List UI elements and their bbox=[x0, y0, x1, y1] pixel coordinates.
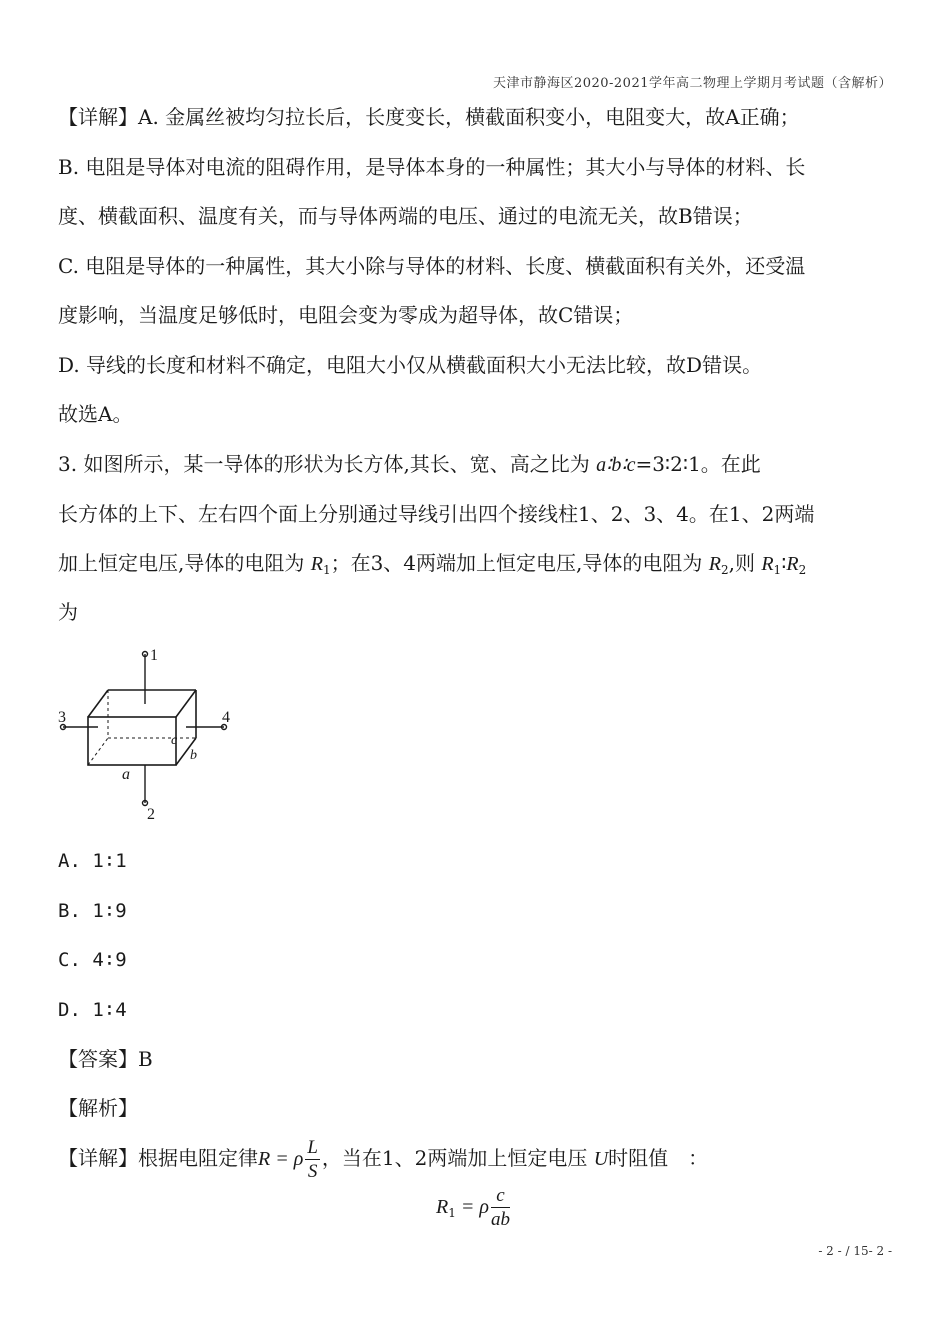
option-letter: B. bbox=[58, 900, 81, 922]
option-a bbox=[58, 847, 127, 875]
fraction-numerator: L bbox=[307, 1137, 318, 1158]
r-symbol: R bbox=[761, 553, 774, 575]
formula-equals-rho: = ρ bbox=[455, 1196, 489, 1218]
fraction-denominator: ab bbox=[490, 1209, 510, 1230]
cuboid-edge bbox=[88, 690, 108, 717]
option-letter: D. bbox=[58, 999, 81, 1021]
r1-subscript: 1 bbox=[773, 563, 782, 577]
resistance-law-lhs: R = ρ bbox=[258, 1148, 304, 1170]
r-symbol: R bbox=[310, 553, 323, 575]
question-line-2: 长方体的上下、左右四个面上分别通过导线引出四个接线柱1、2、3、4。在1、2两端 bbox=[58, 502, 815, 526]
resistance-law-fraction bbox=[305, 1138, 320, 1181]
option-d bbox=[58, 996, 127, 1024]
r1-formula bbox=[436, 1186, 512, 1229]
label-b: b bbox=[190, 748, 197, 763]
r-symbol: R bbox=[708, 553, 721, 575]
detail-line bbox=[58, 1136, 708, 1181]
r1-subscript: 1 bbox=[322, 563, 331, 577]
explanation-a: 【详解】A. 金属丝被均匀拉长后，长度变长，横截面积变小，电阻变大，故A正确； bbox=[58, 105, 800, 129]
option-text: 1∶9 bbox=[92, 900, 127, 922]
question-text: =3∶2∶1。在此 bbox=[635, 452, 761, 476]
cuboid-figure bbox=[55, 640, 255, 825]
analysis-heading: 【解析】 bbox=[58, 1096, 138, 1120]
label-a: a bbox=[122, 766, 130, 783]
question-text: ,则 bbox=[728, 551, 762, 575]
cuboid-front-face bbox=[88, 717, 176, 765]
explanation-c: C. 电阻是导体的一种属性，其大小除与导体的材料、长度、横截面积有关外，还受温 bbox=[58, 254, 806, 278]
explanation-c-cont: 度影响，当温度足够低时，电阻会变为零成为超导体，故C错误； bbox=[58, 303, 634, 327]
ratio-separator: ∶ bbox=[781, 551, 787, 575]
cuboid-hidden-edge bbox=[88, 738, 108, 765]
option-c bbox=[58, 946, 127, 974]
r-symbol: R bbox=[786, 553, 799, 575]
question-line-3 bbox=[58, 549, 806, 584]
r2-subscript: 2 bbox=[798, 563, 807, 577]
option-letter: C. bbox=[58, 949, 81, 971]
label-terminal-1: 1 bbox=[150, 647, 158, 664]
formula-r: R bbox=[436, 1196, 449, 1218]
option-b bbox=[58, 897, 127, 925]
label-terminal-4: 4 bbox=[222, 709, 230, 726]
choice-conclusion: 故选A。 bbox=[58, 402, 133, 426]
detail-text: 【详解】根据电阻定律 bbox=[58, 1146, 258, 1170]
option-letter: A. bbox=[58, 850, 81, 872]
question-line-1 bbox=[58, 450, 761, 479]
formula-subscript: 1 bbox=[448, 1206, 456, 1220]
label-c: c bbox=[171, 733, 178, 748]
fraction-denominator: S bbox=[307, 1161, 318, 1182]
formula-fraction bbox=[491, 1186, 510, 1229]
ratio-variables: a∶b∶c bbox=[596, 454, 636, 476]
option-text: 1∶1 bbox=[92, 850, 127, 872]
page-header: 天津市静海区2020-2021学年高二物理上学期月考试题（含解析） bbox=[492, 76, 892, 91]
r2-subscript: 2 bbox=[720, 563, 729, 577]
explanation-b-cont: 度、横截面积、温度有关，而与导体两端的电压、通过的电流无关，故B错误； bbox=[58, 204, 753, 228]
label-terminal-2: 2 bbox=[147, 806, 155, 823]
question-line-4: 为 bbox=[58, 600, 78, 624]
page-footer: - 2 - / 15- 2 - bbox=[818, 1244, 892, 1258]
fraction-numerator: c bbox=[491, 1186, 510, 1208]
voltage-symbol: U bbox=[593, 1148, 609, 1170]
detail-text: 时阻值 ： bbox=[608, 1146, 709, 1170]
explanation-d: D. 导线的长度和材料不确定，电阻大小仅从横截面积大小无法比较，故D错误。 bbox=[58, 353, 763, 377]
detail-text: ，当在1、2两端加上恒定电压 bbox=[321, 1146, 594, 1170]
option-text: 1∶4 bbox=[92, 999, 127, 1021]
explanation-b: B. 电阻是导体对电流的阻碍作用，是导体本身的一种属性；其大小与导体的材料、长 bbox=[58, 155, 806, 179]
label-terminal-3: 3 bbox=[58, 709, 66, 726]
question-text: 3. 如图所示，某一导体的形状为长方体,其长、宽、高之比为 bbox=[58, 452, 597, 476]
question-text: 加上恒定电压,导体的电阻为 bbox=[58, 551, 311, 575]
question-text: ；在3、4两端加上恒定电压,导体的电阻为 bbox=[330, 551, 709, 575]
option-text: 4∶9 bbox=[92, 949, 127, 971]
answer: 【答案】B bbox=[58, 1047, 153, 1071]
cuboid-edge bbox=[176, 690, 196, 717]
